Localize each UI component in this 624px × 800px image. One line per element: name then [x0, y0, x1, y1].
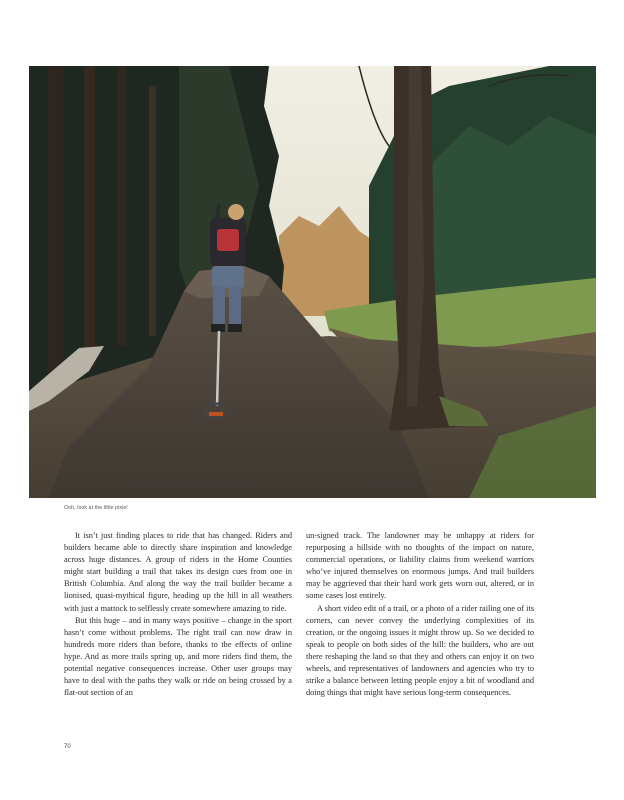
paragraph: It isn’t just finding places to ride that has changed. Riders and builders became able to directly share inspiration and knowledge across huge distances. A group of riders in the Home Counties might start building a trail that takes its design cues from one in British Columbia. And along the way the trail builder became a lionised, quasi-mythical figure, heading up the hill in all weathers with just a mattock to selflessly create somewhere amazing to ride. [64, 531, 292, 613]
paragraph: But this huge – and in many ways positive – change in the sport hasn’t come without problems. The right trail can now draw in hundreds more riders than before, thanks to the effects of online hype. And as more trails spring up, and more riders find them, the potential negative consequences increase. Other user groups may have to deal with the paths they walk or ride on being crossed by a flat-out section of an [64, 615, 292, 698]
paragraph: un-signed track. The landowner may be unhappy at riders for repurposing a hillside with no thoughts of the impact on nature, commercial operations, or liability claims from weekend warriors who’ve injured themselves on enormous jumps. And trail builders may be aggrieved that their hard work gets worn out, altered, or in some cases lost entirely. [306, 531, 534, 601]
page-number: 70 [64, 744, 71, 750]
forest-jump-photo [29, 66, 596, 498]
paragraph: A short video edit of a trail, or a photo of a rider railing one of its corners, can never convey the underlying complexities of its creation, or the ongoing issues it might throw up. So we decided to speak to people on both sides of the hill: the builders, who are out there reshaping the land so that they and others can enjoy it on two wheels, and representatives of landowners and agencies who try to strike a balance between letting people enjoy a bit of woodland and doing things that might have serious long-term consequences. [306, 603, 534, 698]
photo-caption: Ooh, look at the little pixie! [64, 505, 128, 511]
body-column-left [64, 530, 292, 699]
photo-image [29, 66, 596, 498]
body-column-right [306, 530, 534, 699]
